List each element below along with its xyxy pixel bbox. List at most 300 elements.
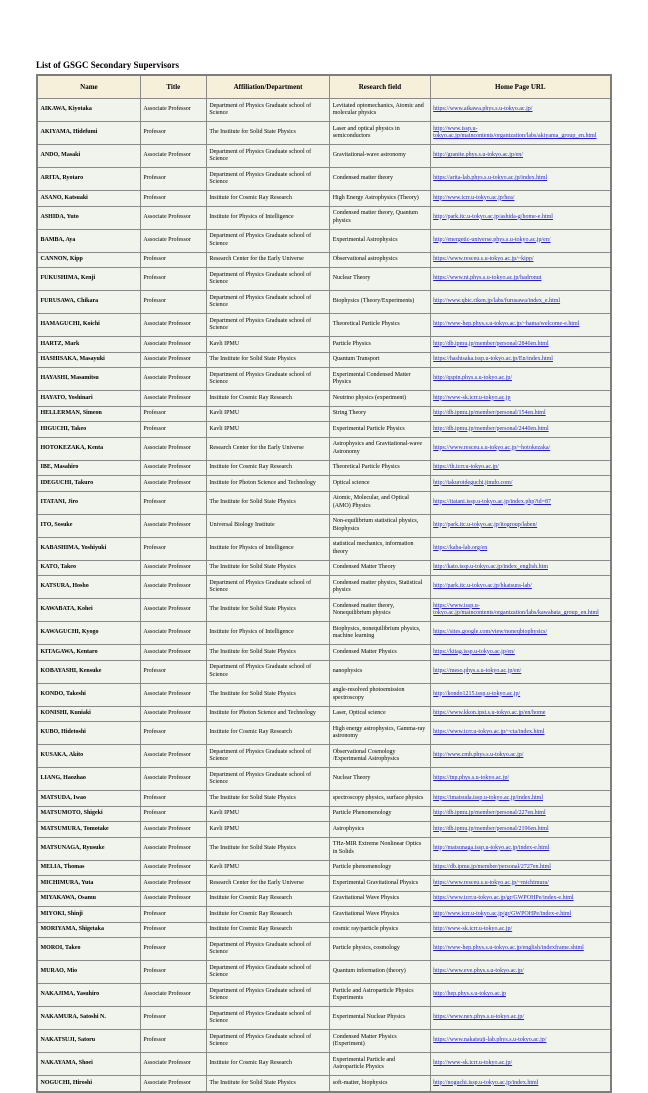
- table-row: [37, 961, 611, 984]
- affiliation-cell: The Institute for Solid State Physics: [206, 352, 329, 368]
- table-row: [37, 352, 611, 368]
- name-cell: MELIA, Thomas: [37, 860, 140, 876]
- name-cell: FUKUSHIMA, Kenji: [37, 268, 140, 291]
- research-field-cell: Biophysics (Theory/Experiments): [330, 291, 430, 314]
- name-cell: KITAGAWA, Kentaro: [37, 645, 140, 661]
- table-row: [37, 1007, 611, 1030]
- affiliation-cell: Department of Physics Graduate school of Science: [206, 268, 329, 291]
- table-row: [37, 938, 611, 961]
- title-cell: Associate Professor: [140, 229, 206, 252]
- title-cell: Associate Professor: [140, 1053, 206, 1076]
- affiliation-cell: Department of Physics Graduate school of Science: [206, 168, 329, 191]
- homepage-link[interactable]: http://energetic-universe.phys.s.u-tokyo.ac.jp/en/: [433, 236, 551, 243]
- table-row: [37, 984, 611, 1007]
- affiliation-cell: Department of Physics Graduate school of Science: [206, 768, 329, 791]
- research-field-cell: Experimental Gravitational Physics: [330, 876, 430, 892]
- name-cell: ASANO, Katsuaki: [37, 191, 140, 207]
- research-field-cell: Experimental Astrophysics: [330, 229, 430, 252]
- research-field-cell: Particle phenomenology: [330, 860, 430, 876]
- title-cell: Associate Professor: [140, 837, 206, 860]
- title-cell: Associate Professor: [140, 645, 206, 661]
- title-cell: Professor: [140, 791, 206, 807]
- table-row: [37, 745, 611, 768]
- homepage-link[interactable]: https://www.kkon.ipst.s.u-tokyo.ac.jp/en/home: [433, 710, 546, 716]
- affiliation-cell: The Institute for Solid State Physics: [206, 491, 329, 514]
- table-row: [37, 252, 611, 268]
- homepage-link[interactable]: http://www-sk.icrr.u-tokyo.ac.jp/: [433, 926, 513, 932]
- homepage-link[interactable]: http://qspin.phys.s.u-tokyo.ac.jp/: [433, 375, 512, 382]
- homepage-link[interactable]: https://imatsuda.issp.u-tokyo.ac.jp/index.html: [433, 794, 543, 801]
- title-cell: Associate Professor: [140, 891, 206, 907]
- table-row: [37, 145, 611, 168]
- table-row: [37, 622, 611, 645]
- table-row: [37, 560, 611, 576]
- name-cell: HARTZ, Mark: [37, 337, 140, 353]
- homepage-url-cell: [430, 268, 611, 291]
- name-cell: HOTOKEZAKA, Kenta: [37, 437, 140, 460]
- homepage-url-cell: [430, 1007, 611, 1030]
- affiliation-cell: Department of Physics Graduate school of Science: [206, 745, 329, 768]
- name-cell: MIYOKI, Shinji: [37, 907, 140, 923]
- homepage-link[interactable]: https://www.nex.phys.s.u-tokyo.ac.jp/: [433, 1014, 525, 1021]
- name-cell: MATSUDA, Iwao: [37, 791, 140, 807]
- research-field-cell: angle-resolved photoemission spectroscopy: [330, 683, 430, 706]
- table-row: [37, 891, 611, 907]
- title-cell: Associate Professor: [140, 314, 206, 337]
- homepage-link[interactable]: http://hep.phys.s.u-tokyo.ac.jp: [433, 991, 506, 998]
- research-field-cell: Observational astrophysics: [330, 252, 430, 268]
- homepage-link[interactable]: http://kato.issp.u-tokyo.ac.jp/index_english.htm: [433, 564, 548, 570]
- homepage-link[interactable]: https://kaba-lab.org/en: [433, 544, 488, 551]
- table-row: [37, 599, 611, 622]
- title-cell: Associate Professor: [140, 437, 206, 460]
- homepage-link[interactable]: https://hashisaka.issp.u-tokyo.ac.jp/En/index.html: [433, 356, 553, 362]
- homepage-link[interactable]: https://meso.phys.s.u-tokyo.ac.jp/en/: [433, 667, 522, 674]
- title-cell: Associate Professor: [140, 745, 206, 768]
- homepage-url-cell: [430, 145, 611, 168]
- homepage-url-cell: [430, 660, 611, 683]
- homepage-link[interactable]: http://db.ipmu.jp/member/personal/2846en.html: [433, 340, 549, 347]
- table-row: [37, 860, 611, 876]
- homepage-url-cell: [430, 1053, 611, 1076]
- title-cell: Associate Professor: [140, 391, 206, 407]
- table-row: [37, 406, 611, 422]
- header-row: [37, 75, 611, 99]
- research-field-cell: Astrophysics and Gravitational-wave Astronomy: [330, 437, 430, 460]
- table-row: [37, 291, 611, 314]
- affiliation-cell: Department of Physics Graduate school of Science: [206, 1030, 329, 1053]
- table-row: [37, 460, 611, 476]
- affiliation-cell: The Institute for Solid State Physics: [206, 791, 329, 807]
- homepage-link[interactable]: https://www.icrr.u-tokyo.ac.jp/~cta/index.html: [433, 729, 545, 736]
- homepage-url-cell: [430, 422, 611, 438]
- homepage-link[interactable]: http://www-sk.icrr.u-tokyo.ac.jp/: [433, 1060, 513, 1067]
- affiliation-cell: Institute for Cosmic Ray Research: [206, 891, 329, 907]
- table-row: [37, 806, 611, 822]
- table-row: [37, 99, 611, 122]
- affiliation-cell: The Institute for Solid State Physics: [206, 645, 329, 661]
- homepage-url-cell: [430, 168, 611, 191]
- affiliation-cell: Department of Physics Graduate school of Science: [206, 145, 329, 168]
- affiliation-cell: The Institute for Solid State Physics: [206, 837, 329, 860]
- name-cell: MICHIMURA, Yuta: [37, 876, 140, 892]
- affiliation-cell: Department of Physics Graduate school of Science: [206, 984, 329, 1007]
- homepage-link[interactable]: https://www.aikawa.phys.s.u-tokyo.ac.jp/: [433, 106, 533, 113]
- title-cell: Associate Professor: [140, 876, 206, 892]
- name-cell: MOROI, Takeo: [37, 938, 140, 961]
- table-row: [37, 229, 611, 252]
- homepage-link[interactable]: https://sites.google.com/view/noneqbiophysics/: [433, 629, 548, 636]
- title-cell: Associate Professor: [140, 860, 206, 876]
- name-cell: NAKAMURA, Satoshi N.: [37, 1007, 140, 1030]
- table-row: [37, 837, 611, 860]
- homepage-link[interactable]: http://db.ipmu.jp/member/personal/154en.html: [433, 410, 546, 416]
- title-cell: Professor: [140, 191, 206, 207]
- homepage-link[interactable]: http://park.itc.u-tokyo.ac.jp/itogroup/laben/: [433, 521, 538, 528]
- affiliation-cell: The Institute for Solid State Physics: [206, 560, 329, 576]
- homepage-url-cell: [430, 514, 611, 537]
- homepage-link[interactable]: http://kondo1215.issp.u-tokyo.ac.jp/: [433, 690, 521, 697]
- title-cell: Associate Professor: [140, 768, 206, 791]
- title-cell: Professor: [140, 491, 206, 514]
- homepage-url-cell: [430, 745, 611, 768]
- homepage-link[interactable]: http://db.ipmu.jp/member/personal/227en.html: [433, 810, 546, 816]
- table-row: [37, 722, 611, 745]
- title-cell: Associate Professor: [140, 560, 206, 576]
- title-cell: Associate Professor: [140, 145, 206, 168]
- title-cell: Professor: [140, 252, 206, 268]
- name-cell: MURAO, Mio: [37, 961, 140, 984]
- table-row: [37, 206, 611, 229]
- name-cell: KUSAKA, Akito: [37, 745, 140, 768]
- affiliation-cell: Kavli IPMU: [206, 422, 329, 438]
- homepage-link[interactable]: https://db.ipmu.jp/member/personal/2727en.html: [433, 864, 551, 870]
- homepage-url-cell: [430, 806, 611, 822]
- title-cell: Professor: [140, 922, 206, 938]
- name-cell: KATO, Takeo: [37, 560, 140, 576]
- table-row: [37, 268, 611, 291]
- homepage-link[interactable]: https://www.nt.phys.s.u-tokyo.ac.jp/hadronut: [433, 275, 542, 282]
- research-field-cell: THz-MIR Extreme Nonlinear Optics in Solids: [330, 837, 430, 860]
- homepage-url-cell: [430, 391, 611, 407]
- title-cell: Associate Professor: [140, 984, 206, 1007]
- homepage-link[interactable]: http://www.cmb.phys.s.u-tokyo.ac.jp/: [433, 752, 524, 759]
- research-field-cell: Condensed Matter Theory: [330, 560, 430, 576]
- homepage-link[interactable]: http://matsunaga.issp.u-tokyo.ac.jp/index-e.html: [433, 844, 550, 851]
- homepage-url-cell: [430, 922, 611, 938]
- homepage-link[interactable]: https://www.nakatsuji-lab.phys.s.u-tokyo.ac.jp/: [433, 1037, 547, 1044]
- title-cell: Professor: [140, 168, 206, 191]
- table-row: [37, 537, 611, 560]
- title-cell: Professor: [140, 907, 206, 923]
- affiliation-cell: Department of Physics Graduate school of Science: [206, 368, 329, 391]
- research-field-cell: Biophysics, nonequilibrium physics, machine learning: [330, 622, 430, 645]
- name-cell: KONDO, Takeshi: [37, 683, 140, 706]
- homepage-url-cell: [430, 206, 611, 229]
- title-cell: Associate Professor: [140, 352, 206, 368]
- homepage-link[interactable]: https://tnp.phys.s.u-tokyo.ac.jp/: [433, 775, 509, 782]
- research-field-cell: String Theory: [330, 406, 430, 422]
- affiliation-cell: Department of Physics Graduate school of Science: [206, 660, 329, 683]
- affiliation-cell: Kavli IPMU: [206, 860, 329, 876]
- research-field-cell: Levitated optomechanics, Atomic and molecular physics: [330, 99, 430, 122]
- affiliation-cell: Department of Physics Graduate school of Science: [206, 99, 329, 122]
- affiliation-cell: Institute for Cosmic Ray Research: [206, 191, 329, 207]
- name-cell: AIKAWA, Kiyotaka: [37, 99, 140, 122]
- title-cell: Professor: [140, 122, 206, 145]
- homepage-link[interactable]: https://www.resceu.s.u-tokyo.ac.jp/~kipp/: [433, 256, 534, 262]
- affiliation-cell: The Institute for Solid State Physics: [206, 122, 329, 145]
- homepage-link[interactable]: https://itatani.issp.u-tokyo.ac.jp/index.php?id=87: [433, 498, 552, 505]
- research-field-cell: Non-equilibrium statistical physics, Biophysics: [330, 514, 430, 537]
- research-field-cell: Particle Physics: [330, 337, 430, 353]
- homepage-url-cell: [430, 406, 611, 422]
- affiliation-cell: Institute for Photon Science and Technology: [206, 476, 329, 492]
- affiliation-cell: Kavli IPMU: [206, 822, 329, 838]
- affiliation-cell: Universal Biology Institute: [206, 514, 329, 537]
- name-cell: KOBAYASHI, Kensuke: [37, 660, 140, 683]
- affiliation-cell: Kavli IPMU: [206, 806, 329, 822]
- homepage-link[interactable]: http://db.ipmu.jp/member/personal/2196en.html: [433, 825, 549, 832]
- table-row: [37, 1076, 611, 1092]
- table-row: [37, 683, 611, 706]
- table-row: [37, 1053, 611, 1076]
- title-cell: Associate Professor: [140, 576, 206, 599]
- homepage-url-cell: [430, 938, 611, 961]
- affiliation-cell: The Institute for Solid State Physics: [206, 599, 329, 622]
- table-row: [37, 907, 611, 923]
- research-field-cell: Laser, Optical science: [330, 706, 430, 722]
- table-row: [37, 191, 611, 207]
- homepage-url-cell: [430, 622, 611, 645]
- homepage-url-cell: [430, 252, 611, 268]
- homepage-url-cell: [430, 122, 611, 145]
- homepage-url-cell: [430, 599, 611, 622]
- research-field-cell: Theoretical Particle Physics: [330, 460, 430, 476]
- homepage-link[interactable]: http://granite.phys.s.u-tokyo.ac.jp/en/: [433, 152, 523, 159]
- affiliation-cell: Institute for Cosmic Ray Research: [206, 1053, 329, 1076]
- homepage-url-cell: [430, 537, 611, 560]
- homepage-link[interactable]: https://th.icrr.u-tokyo.ac.jp/: [433, 464, 499, 470]
- name-cell: NAKAJIMA, Yasuhiro: [37, 984, 140, 1007]
- table-row: [37, 514, 611, 537]
- research-field-cell: Atomic, Molecular, and Optical (AMO) Physics: [330, 491, 430, 514]
- title-cell: Professor: [140, 422, 206, 438]
- name-cell: FURUSAWA, Chikara: [37, 291, 140, 314]
- homepage-link[interactable]: https://www.issp.u-tokyo.ac.jp/maincontents/organization/labs/kawabata_group_en.html: [433, 602, 599, 616]
- homepage-link[interactable]: http://park.itc.u-tokyo.ac.jp/ashida-g/home-e.html: [433, 213, 553, 220]
- affiliation-cell: Department of Physics Graduate school of Science: [206, 314, 329, 337]
- research-field-cell: nanophysics: [330, 660, 430, 683]
- homepage-link[interactable]: https://www.resceu.s.u-tokyo.ac.jp/~hotokezaka/: [433, 444, 551, 451]
- research-field-cell: Neutrino physics (experiment): [330, 391, 430, 407]
- research-field-cell: Particle Phenomenology: [330, 806, 430, 822]
- column-header-homepage-url: Home Page URL: [430, 75, 611, 99]
- affiliation-cell: Department of Physics Graduate school of Science: [206, 1007, 329, 1030]
- title-cell: Associate Professor: [140, 822, 206, 838]
- affiliation-cell: Department of Physics Graduate school of Science: [206, 576, 329, 599]
- affiliation-cell: Institute for Cosmic Ray Research: [206, 391, 329, 407]
- research-field-cell: Condensed matter theory, Nonequilibrium physics: [330, 599, 430, 622]
- name-cell: ANDO, Masaki: [37, 145, 140, 168]
- homepage-url-cell: [430, 291, 611, 314]
- homepage-link[interactable]: http://www-hep.phys.s.u-tokyo.ac.jp/english/indexframe.shtml: [433, 945, 584, 952]
- affiliation-cell: Department of Physics Graduate school of Science: [206, 938, 329, 961]
- title-cell: Associate Professor: [140, 206, 206, 229]
- table-row: [37, 1030, 611, 1053]
- table-row: [37, 660, 611, 683]
- affiliation-cell: Research Center for the Early Universe: [206, 437, 329, 460]
- homepage-url-cell: [430, 860, 611, 876]
- homepage-url-cell: [430, 314, 611, 337]
- affiliation-cell: The Institute for Solid State Physics: [206, 1076, 329, 1092]
- title-cell: Professor: [140, 1007, 206, 1030]
- name-cell: KABASHIMA, Yoshiyuki: [37, 537, 140, 560]
- title-cell: Professor: [140, 268, 206, 291]
- name-cell: LIANG, Haozhao: [37, 768, 140, 791]
- name-cell: MIYAKAWA, Osamu: [37, 891, 140, 907]
- title-cell: Associate Professor: [140, 368, 206, 391]
- homepage-link[interactable]: http://www-hep.phys.s.u-tokyo.ac.jp/~hama/welcome-e.html: [433, 321, 580, 328]
- title-cell: Associate Professor: [140, 514, 206, 537]
- name-cell: MATSUMOTO, Shigeki: [37, 806, 140, 822]
- title-cell: Professor: [140, 806, 206, 822]
- title-cell: Associate Professor: [140, 99, 206, 122]
- homepage-url-cell: [430, 822, 611, 838]
- affiliation-cell: Institute for Physics of Intelligence: [206, 537, 329, 560]
- homepage-link[interactable]: http://www-sk.icrr.u-tokyo.ac.jp: [433, 394, 511, 401]
- research-field-cell: Quantum Transport: [330, 352, 430, 368]
- homepage-url-cell: [430, 99, 611, 122]
- table-row: [37, 645, 611, 661]
- name-cell: HAMAGUCHI, Koichi: [37, 314, 140, 337]
- name-cell: NAKATSUJI, Satoru: [37, 1030, 140, 1053]
- affiliation-cell: Institute for Photon Science and Technology: [206, 706, 329, 722]
- homepage-url-cell: [430, 560, 611, 576]
- name-cell: CANNON, Kipp: [37, 252, 140, 268]
- research-field-cell: soft-matter, biophysics: [330, 1076, 430, 1092]
- affiliation-cell: Institute for Cosmic Ray Research: [206, 722, 329, 745]
- table-row: [37, 337, 611, 353]
- research-field-cell: Experimental Particle Physics: [330, 422, 430, 438]
- research-field-cell: Condensed Matter Physics: [330, 645, 430, 661]
- homepage-url-cell: [430, 683, 611, 706]
- homepage-link[interactable]: http://takuroideguchi.jimdo.com/: [433, 479, 513, 486]
- name-cell: IDEGUCHI, Takuro: [37, 476, 140, 492]
- table-row: [37, 314, 611, 337]
- table-row: [37, 368, 611, 391]
- research-field-cell: Condensed matter theory, Quantum physics: [330, 206, 430, 229]
- homepage-url-cell: [430, 337, 611, 353]
- homepage-link[interactable]: http://db.ipmu.jp/member/personal/2440en.html: [433, 425, 549, 432]
- title-cell: Professor: [140, 291, 206, 314]
- name-cell: KUBO, Hidetoshi: [37, 722, 140, 745]
- table-row: [37, 437, 611, 460]
- homepage-url-cell: [430, 706, 611, 722]
- research-field-cell: Particle physics, cosmology: [330, 938, 430, 961]
- table-row: [37, 706, 611, 722]
- title-cell: Associate Professor: [140, 622, 206, 645]
- homepage-link[interactable]: https://www.resceu.s.u-tokyo.ac.jp/~michimura/: [433, 879, 549, 886]
- name-cell: ARITA, Ryotaro: [37, 168, 140, 191]
- homepage-link[interactable]: https://www.eve.phys.s.u-tokyo.ac.jp/: [433, 968, 524, 975]
- supervisors-table: [36, 74, 612, 1093]
- homepage-link[interactable]: http://www.issp.u-tokyo.ac.jp/maincontents/organization/labs/akiyama_group_en.html: [433, 125, 597, 139]
- research-field-cell: Nuclear Theory: [330, 268, 430, 291]
- homepage-link[interactable]: http://www.icrr.u-tokyo.ac.jp/gr/GWPOHPe/index-e.html: [433, 910, 572, 917]
- homepage-url-cell: [430, 907, 611, 923]
- research-field-cell: Nuclear Theory: [330, 768, 430, 791]
- name-cell: KONISHI, Kuniaki: [37, 706, 140, 722]
- title-cell: Associate Professor: [140, 337, 206, 353]
- homepage-url-cell: [430, 722, 611, 745]
- homepage-url-cell: [430, 961, 611, 984]
- name-cell: NOGUCHI, Hiroshi: [37, 1076, 140, 1092]
- research-field-cell: Gravitational-wave astronomy: [330, 145, 430, 168]
- homepage-url-cell: [430, 491, 611, 514]
- affiliation-cell: Research Center for the Early Universe: [206, 252, 329, 268]
- title-cell: Associate Professor: [140, 476, 206, 492]
- research-field-cell: spectroscopy physics, surface physics: [330, 791, 430, 807]
- table-row: [37, 168, 611, 191]
- research-field-cell: Condensed matter physics, Statistical physics: [330, 576, 430, 599]
- name-cell: MATSUMURA, Tomotake: [37, 822, 140, 838]
- research-field-cell: Experimental Particle and Astroparticle Physics: [330, 1053, 430, 1076]
- research-field-cell: statistical mechanics, information theory: [330, 537, 430, 560]
- homepage-url-cell: [430, 476, 611, 492]
- column-header-research-field: Research field: [330, 75, 430, 99]
- name-cell: HASHISAKA, Masayuki: [37, 352, 140, 368]
- title-cell: Professor: [140, 938, 206, 961]
- homepage-url-cell: [430, 876, 611, 892]
- homepage-link[interactable]: https://www.icrr.u-tokyo.ac.jp/gr/GWPOHPe/index-e.html: [433, 895, 574, 901]
- table-row: [37, 476, 611, 492]
- table-row: [37, 576, 611, 599]
- research-field-cell: Laser and optical physics in semiconductors: [330, 122, 430, 145]
- table-row: [37, 876, 611, 892]
- homepage-link[interactable]: https://arita-lab.phys.s.u-tokyo.ac.jp/index.html: [433, 175, 548, 182]
- research-field-cell: Astrophysics: [330, 822, 430, 838]
- table-row: [37, 491, 611, 514]
- homepage-link[interactable]: http://noguchi.issp.u-tokyo.ac.jp/index.html: [433, 1079, 539, 1086]
- table-row: [37, 822, 611, 838]
- homepage-link[interactable]: http://www.icrr.u-tokyo.ac.jp/hea/: [433, 194, 515, 201]
- affiliation-cell: Institute for Cosmic Ray Research: [206, 460, 329, 476]
- research-field-cell: High Energy Astrophysics (Theory): [330, 191, 430, 207]
- homepage-link[interactable]: https://kitag.issp.u-tokyo.ac.jp/en/: [433, 648, 515, 655]
- homepage-url-cell: [430, 368, 611, 391]
- affiliation-cell: Institute for Physics of Intelligence: [206, 622, 329, 645]
- research-field-cell: Theoretical Particle Physics: [330, 314, 430, 337]
- name-cell: ASHIDA, Yuto: [37, 206, 140, 229]
- homepage-url-cell: [430, 891, 611, 907]
- column-header-name: Name: [37, 75, 140, 99]
- name-cell: HELLERMAN, Simeon: [37, 406, 140, 422]
- research-field-cell: High energy astrophysics, Gamma-ray astronomy: [330, 722, 430, 745]
- homepage-url-cell: [430, 1076, 611, 1092]
- title-cell: Professor: [140, 660, 206, 683]
- homepage-url-cell: [430, 1030, 611, 1053]
- name-cell: KAWAGUCHI, Kyogo: [37, 622, 140, 645]
- affiliation-cell: Institute for Cosmic Ray Research: [206, 922, 329, 938]
- homepage-url-cell: [430, 437, 611, 460]
- homepage-link[interactable]: http://park.itc.u-tokyo.ac.jp/hkatsura-lab/: [433, 583, 532, 590]
- research-field-cell: Quantum information (theory): [330, 961, 430, 984]
- homepage-url-cell: [430, 837, 611, 860]
- table-row: [37, 791, 611, 807]
- name-cell: MORIYAMA, Shigetaka: [37, 922, 140, 938]
- homepage-link[interactable]: http://www.qbic.riken.jp/labs/furusawa/index_e.html: [433, 298, 561, 305]
